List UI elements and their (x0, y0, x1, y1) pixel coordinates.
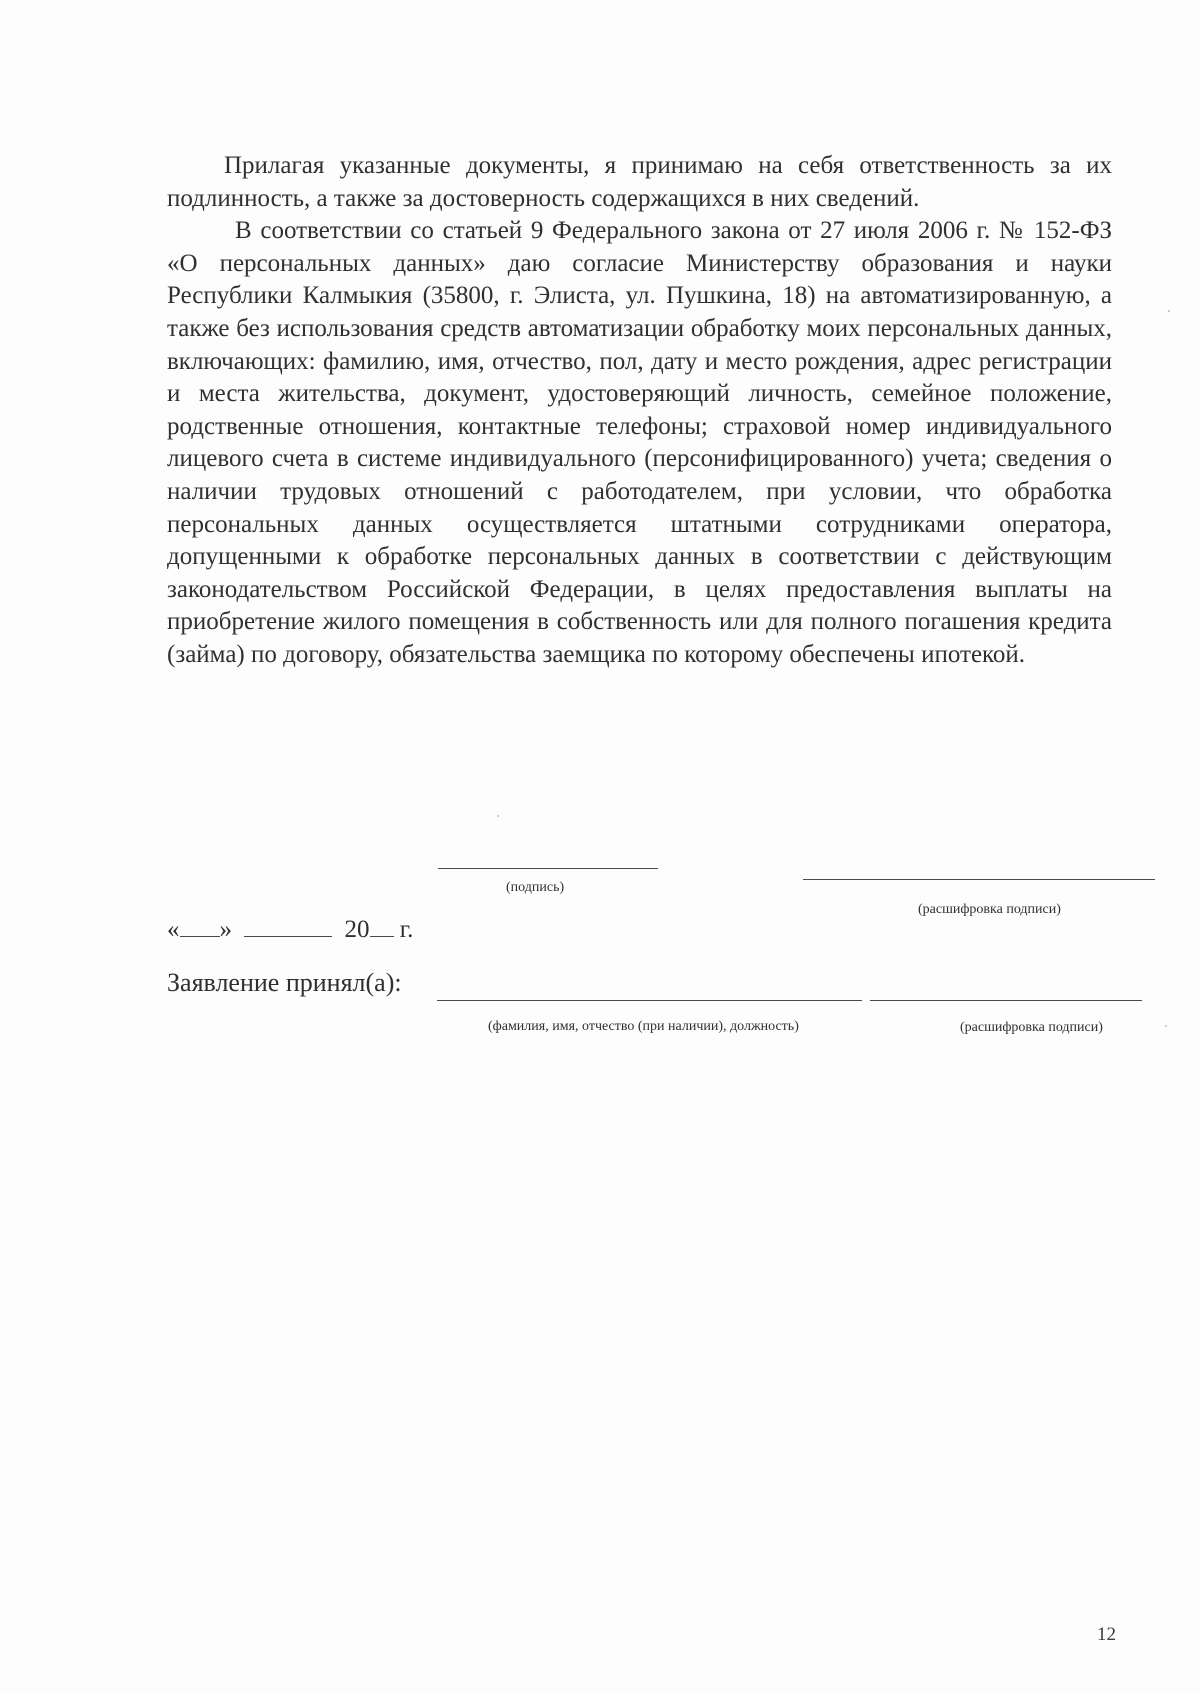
scan-speck (497, 815, 499, 817)
scan-speck (1165, 1025, 1167, 1027)
date-close-quote: » (219, 916, 232, 943)
year-suffix: г. (399, 916, 414, 943)
accepted-label: Заявление принял(а): (167, 968, 402, 997)
date-open-quote: « (167, 916, 180, 943)
accepted-name-line (437, 1000, 862, 1001)
accepted-transcript-caption: (расшифровка подписи) (960, 1020, 1103, 1035)
body-text (167, 150, 1112, 672)
paragraph-consent: В соответствии со статьей 9 Федерального закона от 27 июля 2006 г. № 152-ФЗ «О персональных данных» даю согласие Министерству образования и науки Республики Калмыкия (35800, г. Элиста, ул. Пушкина, 18) на автоматизированную, а также без использования средств автоматизации обработку моих персональных данных, включающих: фамилию, имя, отчество, пол, дату и место рождения, адрес регистрации и места жительства, документ, удостоверяющий личность, семейное положение, родственные отношения, контактные телефоны; страховой номер индивидуального лицевого счета в системе индивидуального (персонифицированного) учета; сведения о наличии трудовых отношений с работодателем, при условии, что обработка персональных данных осуществляется штатными сотрудниками оператора, допущенными к обработке персональных данных в соответствии с действующим законодательством Российской Федерации, в целях предоставления выплаты на приобретение жилого помещения в собственность или для полного погашения кредита (займа) по договору, обязательства заемщика по которому обеспечены ипотекой. (167, 217, 1112, 668)
year-prefix: 20 (344, 916, 370, 943)
day-blank (180, 918, 220, 937)
signature-line (438, 868, 658, 869)
page-number: 12 (1097, 1624, 1116, 1645)
paragraph-responsibility: Прилагая указанные документы, я принимаю на себя ответственность за их подлинность, а также за достоверность содержащихся в них сведений. (167, 152, 1112, 212)
accepted-transcript-line (870, 1000, 1142, 1001)
month-blank (244, 918, 332, 937)
signature-caption: (подпись) (506, 880, 565, 895)
year-blank (370, 918, 394, 937)
signature-transcript-caption: (расшифровка подписи) (918, 902, 1061, 917)
signature-transcript-line (803, 879, 1155, 880)
accepted-name-caption: (фамилия, имя, отчество (при наличии), должность) (488, 1019, 799, 1034)
date-line (167, 916, 413, 944)
scan-speck (1168, 310, 1170, 312)
